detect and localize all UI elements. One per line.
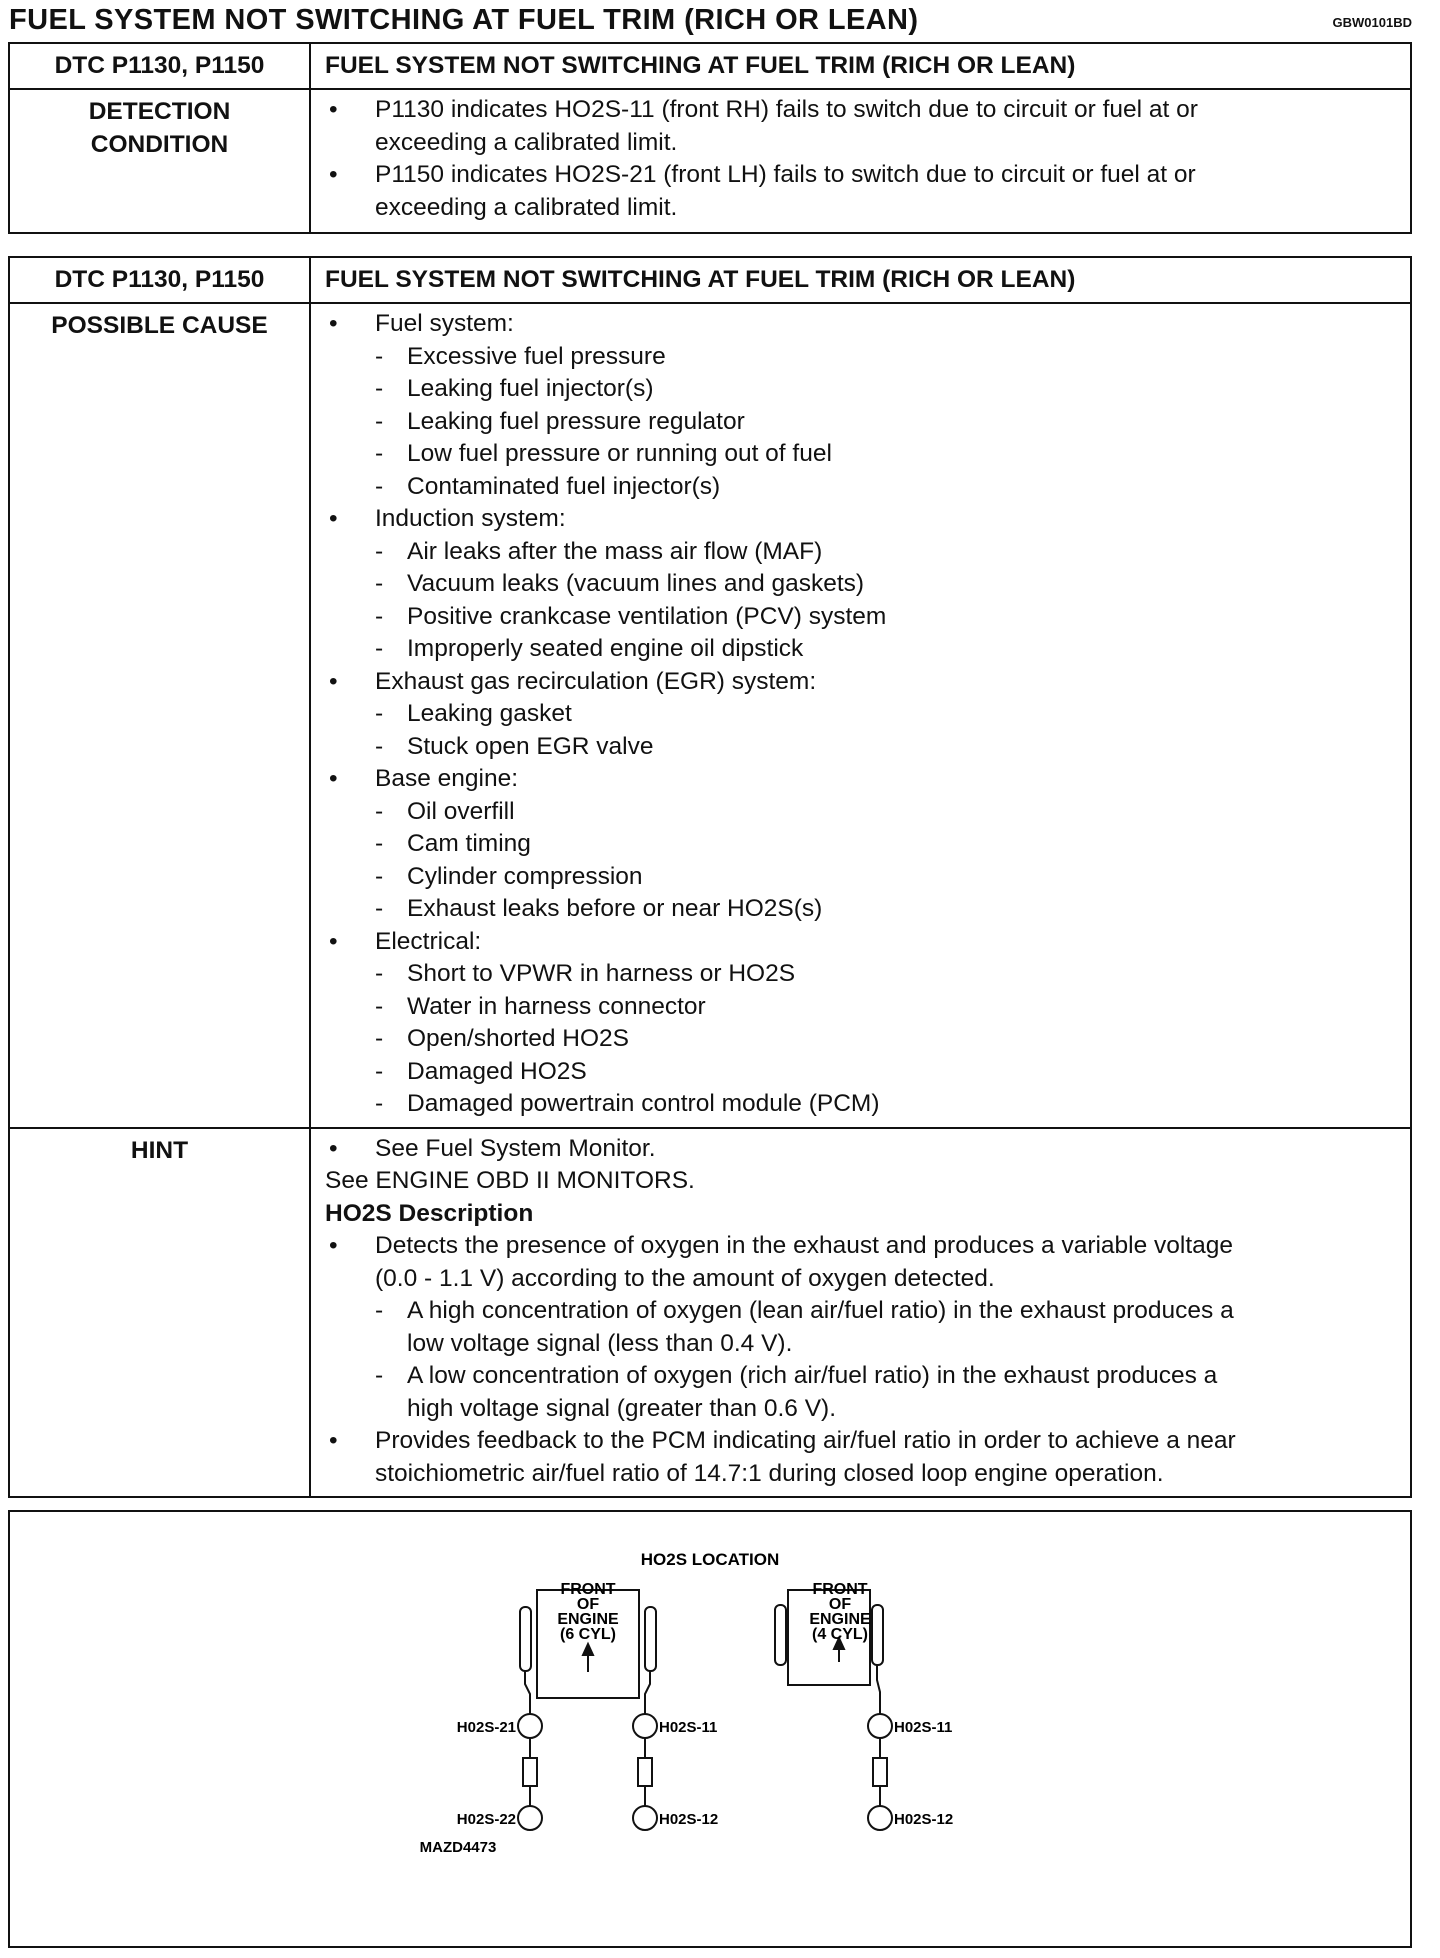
sub-item: - Leaking fuel pressure regulator [325, 406, 1396, 439]
exhaust-pipe-right [645, 1671, 650, 1714]
svg-text:OF: OF [828, 1596, 852, 1613]
hint-row [9, 1128, 1411, 1498]
bullet-item: • Provides feedback to the PCM indicating air/fuel ratio in order to achieve a near [325, 1425, 1396, 1458]
svg-text:(4 CYL): (4 CYL) [812, 1626, 868, 1643]
text-line: (0.0 - 1.1 V) according to the amount of oxygen detected. [375, 1264, 995, 1292]
sub-item: - Improperly seated engine oil dipstick [325, 633, 1396, 666]
sub-item: - Air leaks after the mass air flow (MAF) [325, 536, 1396, 569]
ho2s-location-diagram [10, 1512, 1410, 1946]
sub-item: - Open/shorted HO2S [325, 1023, 1396, 1056]
svg-text:FRONT: FRONT [560, 1581, 616, 1598]
label-4cyl-h02s-12: H02S-12 [894, 1811, 954, 1828]
text-line: low voltage signal (less than 0.4 V). [407, 1329, 793, 1357]
svg-text:(6 CYL): (6 CYL) [560, 1626, 616, 1643]
sub-item: - Vacuum leaks (vacuum lines and gaskets) [325, 568, 1396, 601]
text-line: exceeding a calibrated limit. [375, 128, 678, 156]
intake-manifold-4cyl [872, 1605, 883, 1665]
sensor-h02s-11 [633, 1714, 657, 1738]
table-header-row [9, 43, 1411, 89]
detection-condition-content [310, 89, 1411, 233]
sub-item: - Leaking fuel injector(s) [325, 373, 1396, 406]
bullet-item: • Induction system: [325, 503, 1396, 536]
detection-condition-row [9, 89, 1411, 233]
label-h02s-21: H02S-21 [456, 1719, 516, 1736]
sub-item: - Excessive fuel pressure [325, 341, 1396, 374]
dtc-code-cell: DTC P1130, P1150 [9, 43, 310, 89]
sub-item: - A high concentration of oxygen (lean air/fuel ratio) in the exhaust produces a [325, 1295, 1396, 1328]
text-line: See ENGINE OBD II MONITORS. [325, 1167, 695, 1194]
sub-item: - Cam timing [325, 828, 1396, 861]
catalytic-converter-4cyl [873, 1758, 887, 1786]
sub-item: - Stuck open EGR valve [325, 731, 1396, 764]
svg-text:ENGINE: ENGINE [557, 1611, 619, 1628]
detection-condition-label: DETECTION CONDITION [9, 89, 310, 233]
sensor-4cyl-h02s-12 [868, 1806, 892, 1830]
figure-title: HO2S LOCATION [640, 1550, 780, 1569]
label-h02s-22: H02S-22 [456, 1811, 516, 1828]
label-4cyl-h02s-11: H02S-11 [894, 1719, 953, 1736]
label-h02s-11: H02S-11 [659, 1719, 718, 1736]
dtc-code-cell: DTC P1130, P1150 [9, 257, 310, 303]
bullet-item: • Fuel system: [325, 308, 1396, 341]
bullet-item: • Base engine: [325, 763, 1396, 796]
sub-item: - Leaking gasket [325, 698, 1396, 731]
engine-6cyl-labels [557, 1581, 619, 1643]
section-heading: HO2S Description [325, 1199, 534, 1227]
catalytic-converter-left [523, 1758, 537, 1786]
bullet-item: • P1150 indicates HO2S-21 (front LH) fails to switch due to circuit or fuel at or [325, 159, 1396, 192]
text-line: stoichiometric air/fuel ratio of 14.7:1 during closed loop engine operation. [375, 1459, 1164, 1487]
table-header-row [9, 257, 1411, 303]
sub-item: - A low concentration of oxygen (rich air/fuel ratio) in the exhaust produces a [325, 1360, 1396, 1393]
bullet-item: • P1130 indicates HO2S-11 (front RH) fails to switch due to circuit or fuel at or [325, 94, 1396, 127]
svg-text:ENGINE: ENGINE [809, 1611, 871, 1628]
exhaust-pipe-4cyl [877, 1665, 880, 1714]
figure-code: MAZD4473 [419, 1839, 497, 1856]
possible-cause-content [310, 303, 1411, 1128]
sensor-h02s-12 [633, 1806, 657, 1830]
bullet-item: • Exhaust gas recirculation (EGR) system: [325, 666, 1396, 699]
bullet-item: • Electrical: [325, 926, 1396, 959]
label-h02s-12: H02S-12 [659, 1811, 719, 1828]
exhaust-pipe-left [525, 1671, 530, 1714]
sub-item: - Short to VPWR in harness or HO2S [325, 958, 1396, 991]
bullet-item: • See Fuel System Monitor. [325, 1133, 1396, 1166]
possible-cause-row [9, 303, 1411, 1128]
sub-item: - Low fuel pressure or running out of fuel [325, 438, 1396, 471]
svg-text:OF: OF [576, 1596, 600, 1613]
text-line: exceeding a calibrated limit. [375, 193, 678, 221]
sub-item: - Contaminated fuel injector(s) [325, 471, 1396, 504]
exhaust-manifold-left [520, 1607, 531, 1671]
possible-cause-table [8, 256, 1412, 1498]
exhaust-manifold-right [645, 1607, 656, 1671]
forward-arrow-icon [583, 1644, 593, 1655]
detection-condition-table [8, 42, 1412, 234]
sub-item: - Damaged powertrain control module (PCM) [325, 1088, 1396, 1121]
exhaust-manifold-4cyl [775, 1605, 786, 1665]
ho2s-location-figure [8, 1510, 1412, 1948]
sub-item: - Cylinder compression [325, 861, 1396, 894]
sensor-h02s-22 [518, 1806, 542, 1830]
possible-cause-label: POSSIBLE CAUSE [9, 303, 310, 1128]
svg-text:FRONT: FRONT [812, 1581, 868, 1598]
sub-item: - Positive crankcase ventilation (PCV) system [325, 601, 1396, 634]
page-title: FUEL SYSTEM NOT SWITCHING AT FUEL TRIM (RICH OR LEAN) [9, 4, 919, 36]
sub-item: - Damaged HO2S [325, 1056, 1396, 1089]
text-line: high voltage signal (greater than 0.6 V). [407, 1394, 837, 1422]
dtc-heading-cell: FUEL SYSTEM NOT SWITCHING AT FUEL TRIM (RICH OR LEAN) [310, 257, 1411, 303]
dtc-heading-cell: FUEL SYSTEM NOT SWITCHING AT FUEL TRIM (RICH OR LEAN) [310, 43, 1411, 89]
catalytic-converter-right [638, 1758, 652, 1786]
sub-item: - Water in harness connector [325, 991, 1396, 1024]
bullet-item: • Detects the presence of oxygen in the exhaust and produces a variable voltage [325, 1230, 1396, 1263]
sub-item: - Oil overfill [325, 796, 1396, 829]
sub-item: - Exhaust leaks before or near HO2S(s) [325, 893, 1396, 926]
engine-4cyl-labels [809, 1581, 871, 1643]
sensor-4cyl-h02s-11 [868, 1714, 892, 1738]
sensor-h02s-21 [518, 1714, 542, 1738]
hint-content [310, 1128, 1411, 1498]
hint-label: HINT [9, 1128, 310, 1498]
document-code: GBW0101BD [1332, 15, 1412, 30]
